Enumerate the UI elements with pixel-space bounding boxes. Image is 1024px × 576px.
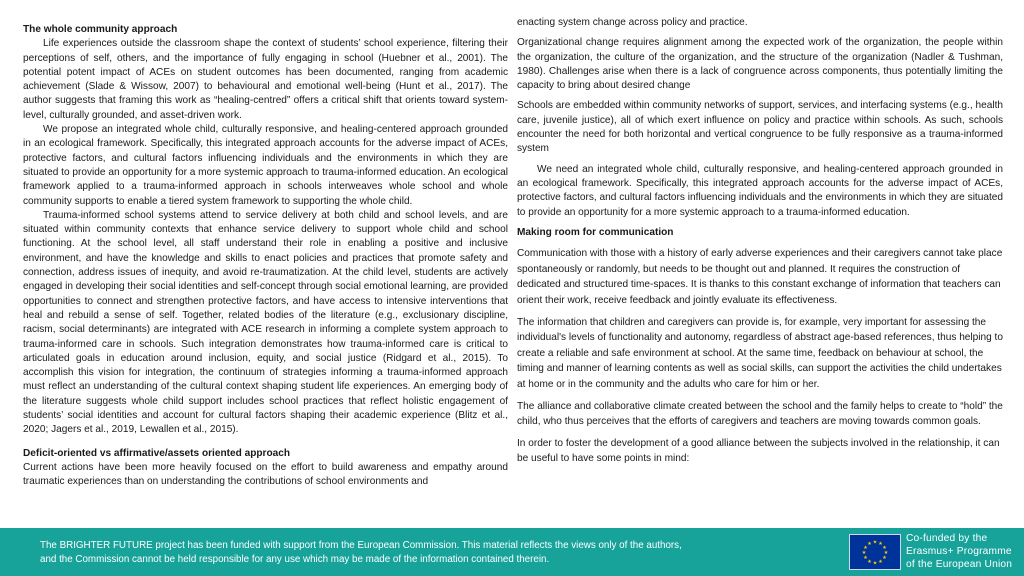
paragraph: enacting system change across policy and practice. [517, 17, 748, 28]
paragraph: Schools are embedded within community networks of support, services, and interfacing systems (e.g., health care, juvenile justice), all of which exert influence on policy and practice within schools. As such, schools encounter the need for both horizontal and vertical congruence to be fully responsive as a trauma-informed system [517, 100, 1003, 155]
svg-text:★: ★ [872, 539, 878, 546]
paragraph: In order to foster the development of a good alliance between the subjects involved in the relationship, it can be useful to have some points in mind: [517, 437, 1000, 465]
section-heading-deficit-oriented: Deficit-oriented vs affirmative/assets oriented approach [23, 447, 291, 459]
paragraph: The alliance and collaborative climate created between the school and the family helps to create to “hold” the child, who thus perceives that the efforts of caregivers and teachers are moving towards common goals. [517, 400, 1003, 428]
paragraph: Communication with those with a history of early adverse experiences and their caregivers cannot take place spontaneously or randomly, but needs to be thought out and planned. It requires the construction of dedicated and structured time-spaces. It is thanks to this constant exchange of information that teachers can orient their work, receive feedback and jointly evaluate its effectiveness. [517, 248, 1003, 306]
svg-text:★: ★ [863, 545, 868, 551]
section-heading-communication: Making room for communication [517, 226, 674, 238]
svg-text:★: ★ [882, 545, 887, 551]
paragraph: Trauma-informed school systems attend to service delivery at both child and school levels, and are situated within community contexts that enhance service delivery to support whole child and school functioning. At the school level, all staff understand their role in enabling a positive and inclusive environment, and have the knowledge and skills to enact policies and practices that promote safety and connection, address issues of inequity, and avoid re-traumatization. At the child level, students are actively engaged in developing their social identities and self-concept through social emotional learning, are provided opportunities to connect and strengthen protective factors, and have access to intensive interventions that heal and rebuild a sense of self. Together, related bodies of the literature (e.g., exclusionary discipline, racism, social determinants) are integrated with ACE research in informing a complete system approach to trauma-informed care in schools. Such integration demonstrates how trauma-informed care is critical to articulated goals in education around inclusion, equity, and social justice (Ridgard et al., 2015). To accomplish this vision for integration, the continuum of strategies informing a trauma-informed approach must reflect an understanding of the cultural context shaping student life experiences. An emerging body of the literature suggests whole child support includes school practices that reflect holistic engagement of students’ social identities and account for cultural factors shaping their academic experience (Blitz et al., 2020; Jagers et al., 2019, Lewallen et al., 2015). [23, 209, 508, 436]
svg-text:★: ★ [872, 560, 878, 567]
paragraph: We propose an integrated whole child, culturally responsive, and healing-centered approach grounded in an ecological framework. Specifically, this integrated approach accounts for the adverse impact of ACEs, protective factors, and cultural factors influencing individuals and the environments in which they are situated to provide an opportunity for a more systemic approach to trauma-informed education. An ecological framework applied to a trauma-informed approach in schools interweaves whole school and whole community supports to enable a tiered system framework to supporting the whole child. [23, 124, 508, 207]
svg-text:★: ★ [867, 559, 872, 565]
paragraph: We need an integrated whole child, culturally responsive, and healing-centered approach grounded in an ecological framework. Specifically, this integrated approach accounts for the adverse impact of ACEs, protective factors, and cultural factors influencing individuals and the environments in which they are situated to provide an opportunity for a more systemic approach to a trauma-informed education. [517, 163, 1003, 218]
svg-text:★: ★ [861, 550, 867, 556]
paragraph: Current actions have been more heavily focused on the effort to build awareness and empathy around traumatic experiences than on understanding the contributions of school environments and [23, 461, 508, 488]
right-column [517, 0, 1003, 528]
svg-text:★: ★ [882, 555, 887, 561]
svg-text:★: ★ [878, 559, 883, 565]
svg-text:★: ★ [863, 555, 868, 561]
svg-text:★: ★ [867, 541, 872, 547]
disclaimer-line-2: and the Commission cannot be held responsible for any use which may be made of the information contained therein. [40, 554, 550, 565]
communication-section [517, 246, 1003, 467]
paragraph: Organizational change requires alignment among the expected work of the organization, the people within the organization, the culture of the organization, and the structure of the organization (Nadler & Tushman, 1980). Challenges arise when there is a lack of congruence across components, thus potentially limiting the capacity to bring about desired change [517, 37, 1003, 92]
disclaimer-line-1: The BRIGHTER FUTURE project has been funded with support from the European Commission. This material reflects the views only of the authors, [40, 540, 682, 551]
erasmus-cofund-label: Co-funded by the Erasmus+ Programme of the European Union [906, 533, 1013, 570]
paragraph: The information that children and caregivers can provide is, for example, very important for assessing the individual's levels of functionality and autonomy, regardless of abstract age-based references, thus helping to create a reliable and safe environment at school. At the same time, feedback on behaviour at school, the timing and manner of learning contents as well as social skills, can support the activities the child undertakes at home or in the community and the adults who care for him or her. [517, 316, 1003, 390]
paragraph: Life experiences outside the classroom shape the context of students’ school experience, filtering their perceptions of self, others, and the importance of fully engaging in school (Huebner et al., 2001). The potential potent impact of ACEs on student outcomes has been documented, ranging from academic achievement (Slade & Wissow, 2007) to behavioural and emotional well-being (Hunt et al., 2017). The author suggests that framing this work as “healing-centred” offers a critical shift that orients toward system-level, culturally grounded, and asset-driven work. [23, 38, 508, 121]
svg-text:★: ★ [883, 550, 889, 556]
footer-bar [0, 528, 1024, 576]
svg-text:★: ★ [878, 541, 883, 547]
funding-disclaimer [40, 539, 800, 567]
section-heading-whole-community: The whole community approach [23, 24, 178, 35]
left-column [23, 0, 508, 528]
eu-flag-icon [849, 534, 901, 570]
